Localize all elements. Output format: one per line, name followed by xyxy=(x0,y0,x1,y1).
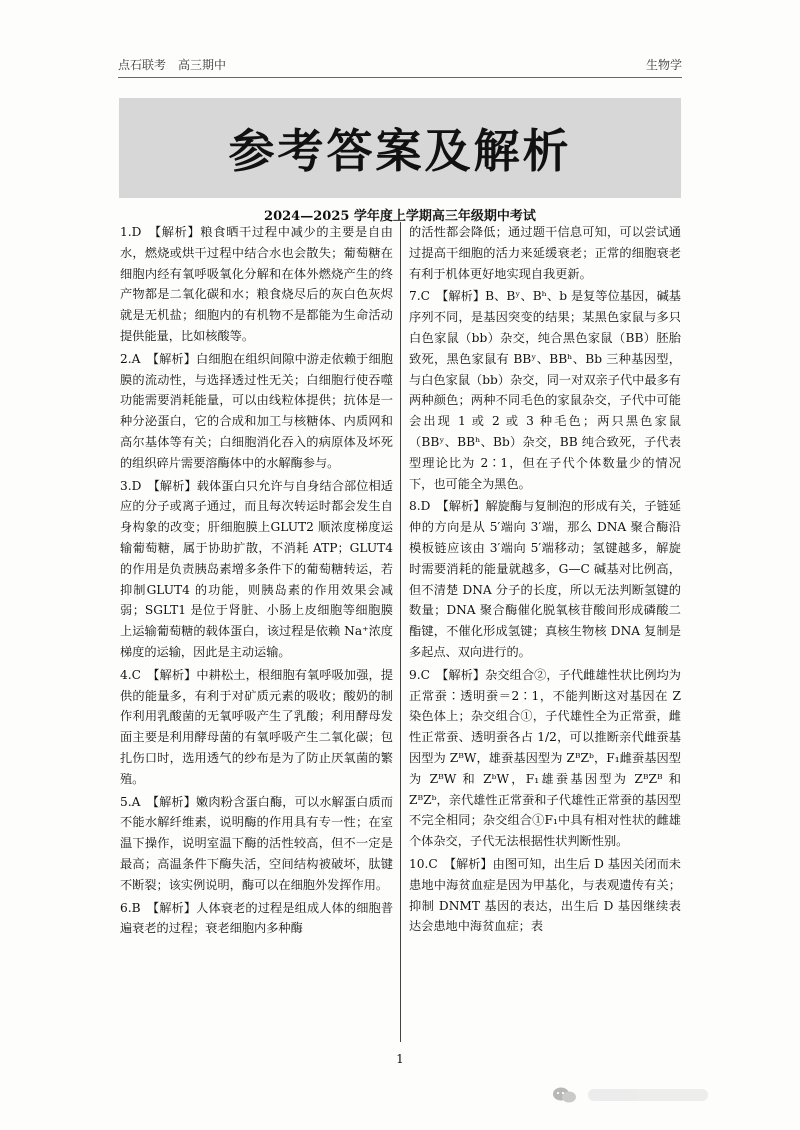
page-header xyxy=(118,56,682,76)
answer-item: 3.D 【解析】载体蛋白只允许与自身结合部位相适应的分子或离子通过，而且每次转运时都会发生自身构象的改变；肝细胞膜上GLUT2 顺浓度梯度运输葡萄糖，属于协助扩散，不消耗 ATP；GLUT4 的作用是负责胰岛素增多条件下的葡萄糖转运，若抑制GLUT4 的功能，则胰岛素的作用效果会减弱；SGLT1 是位于肾脏、小肠上皮细胞等细胞膜上运输葡萄糖的载体蛋白，该过程是依赖 Na⁺浓度梯度的运输，因此是主动运输。 xyxy=(120,478,393,659)
right-column xyxy=(409,222,681,939)
answer-item: 4.C 【解析】中耕松土，根细胞有氧呼吸加强，提供的能量多，有利于对矿质元素的吸收；酸奶的制作利用乳酸菌的无氧呼吸产生了乳酸；利用酵母发面主要是利用酵母菌的有氧呼吸产生二氧化碳；包扎伤口时，选用透气的纱布是为了防止厌氧菌的繁殖。 xyxy=(120,667,393,786)
exam-subtitle: 2024—2025 学年度上学期高三年级期中考试 xyxy=(264,209,536,224)
header-left: 点石联考 高三期中 xyxy=(118,58,227,72)
answer-item: 9.C 【解析】杂交组合②，子代雌雄性状比例均为正常蚕∶透明蚕＝2∶1，不能判断这对基因在 Z 染色体上；杂交组合①，子代雄性全为正常蚕，雌性正常蚕、透明蚕各占 1/2，可以推断亲代雌蚕基因型为 ZᴮW，雄蚕基因型为 ZᴮZᵇ，F₁雌蚕基因型为 ZᴮW 和 ZᵇW，F₁雄蚕基因型为 ZᴮZᴮ 和 ZᴮZᵇ，亲代雄性正常蚕和子代雄性正常蚕的基因型不完全相同；杂交组合①F₁中具有相对性状的雌雄个体杂交，子代无法根据性状判断性别。 xyxy=(409,667,681,849)
column-divider xyxy=(400,222,401,1042)
wechat-icon xyxy=(552,1086,578,1104)
answer-item: 1.D 【解析】粮食晒干过程中减少的主要是自由水，燃烧或烘干过程中结合水也会散失；葡萄糖在细胞内经有氧呼吸氧化分解和在体外燃烧产生的终产物都是二氧化碳和水；粮食烧尽后的灰白色灰烬就是无机盐；细胞内的有机物不是都能为生命活动提供能量，比如核酸等。 xyxy=(120,225,393,343)
answer-item: 8.D 【解析】解旋酶与复制泡的形成有关，子链延伸的方向是从 5′端向 3′端，那么 DNA 聚合酶沿模板链应该由 3′端向 5′端移动；氢键越多，解旋时需要消耗的能量就越多，G—C 碱基对比例高，但不清楚 DNA 分子的长度，所以无法判断氢键的数量；DNA 聚合酶催化脱氧核苷酸间形成磷酸二酯键，不催化形成氢键；真核生物核 DNA 复制是多起点、双向进行的。 xyxy=(409,499,681,659)
page-number: 1 xyxy=(396,1052,404,1066)
banner-title: 参考答案及解析 xyxy=(228,124,572,178)
watermark-blur xyxy=(588,1089,708,1101)
answer-item: 6.B 【解析】人体衰老的过程是组成人体的细胞普遍衰老的过程；衰老细胞内多种酶 xyxy=(120,900,394,936)
title-banner xyxy=(119,98,681,198)
header-rule xyxy=(118,77,682,78)
left-column xyxy=(120,222,393,941)
answer-item: 5.A 【解析】嫩肉粉含蛋白酶，可以水解蛋白质而不能水解纤维素，说明酶的作用具有专一性；在室温下操作，说明室温下酶的活性较高，但不一定是最高；高温条件下酶失活，空间结构被破坏，肽键不断裂；该实例说明，酶可以在细胞外发挥作用。 xyxy=(120,794,393,892)
answer-item: 的活性都会降低；通过题干信息可知，可以尝试通过提高干细胞的活力来延缓衰老；正常的细胞衰老有利于机体更好地实现自我更新。 xyxy=(409,225,681,281)
answer-item: 7.C 【解析】B、Bʸ、Bʰ、b 是复等位基因，碱基序列不同，是基因突变的结果；某黑色家鼠与多只白色家鼠（bb）杂交，纯合黑色家鼠（BB）胚胎致死，黑色家鼠有 BBʸ、BBʰ、Bb 三种基因型，与白色家鼠（bb）杂交，同一对双亲子代中最多有两种颜色；两种不同毛色的家鼠杂交，子代中可能会出现 1 或 2 或 3 种毛色；两只黑色家鼠（BBʸ、BBʰ、Bb）杂交，BB 纯合致死，子代表型理论比为 2∶1，但在子代个体数量少的情况下，也可能全为黑色。 xyxy=(409,289,681,491)
answer-item: 10.C 【解析】由图可知，出生后 D 基因关闭而未患地中海贫血症是因为甲基化，与表观遗传有关；抑制 DNMT 基因的表达，出生后 D 基因继续表达会患地中海贫血症；表 xyxy=(409,856,681,934)
header-right: 生物学 xyxy=(645,58,682,72)
watermark xyxy=(552,1086,708,1104)
answer-item: 2.A 【解析】白细胞在组织间隙中游走依赖于细胞膜的流动性，与选择透过性无关；白细胞行使吞噬功能需要消耗能量，可以由线粒体提供；抗体是一种分泌蛋白，它的合成和加工与核糖体、内质网和高尔基体等有关；白细胞消化吞入的病原体及坏死的组织碎片需要溶酶体中的水解酶参与。 xyxy=(120,351,393,470)
